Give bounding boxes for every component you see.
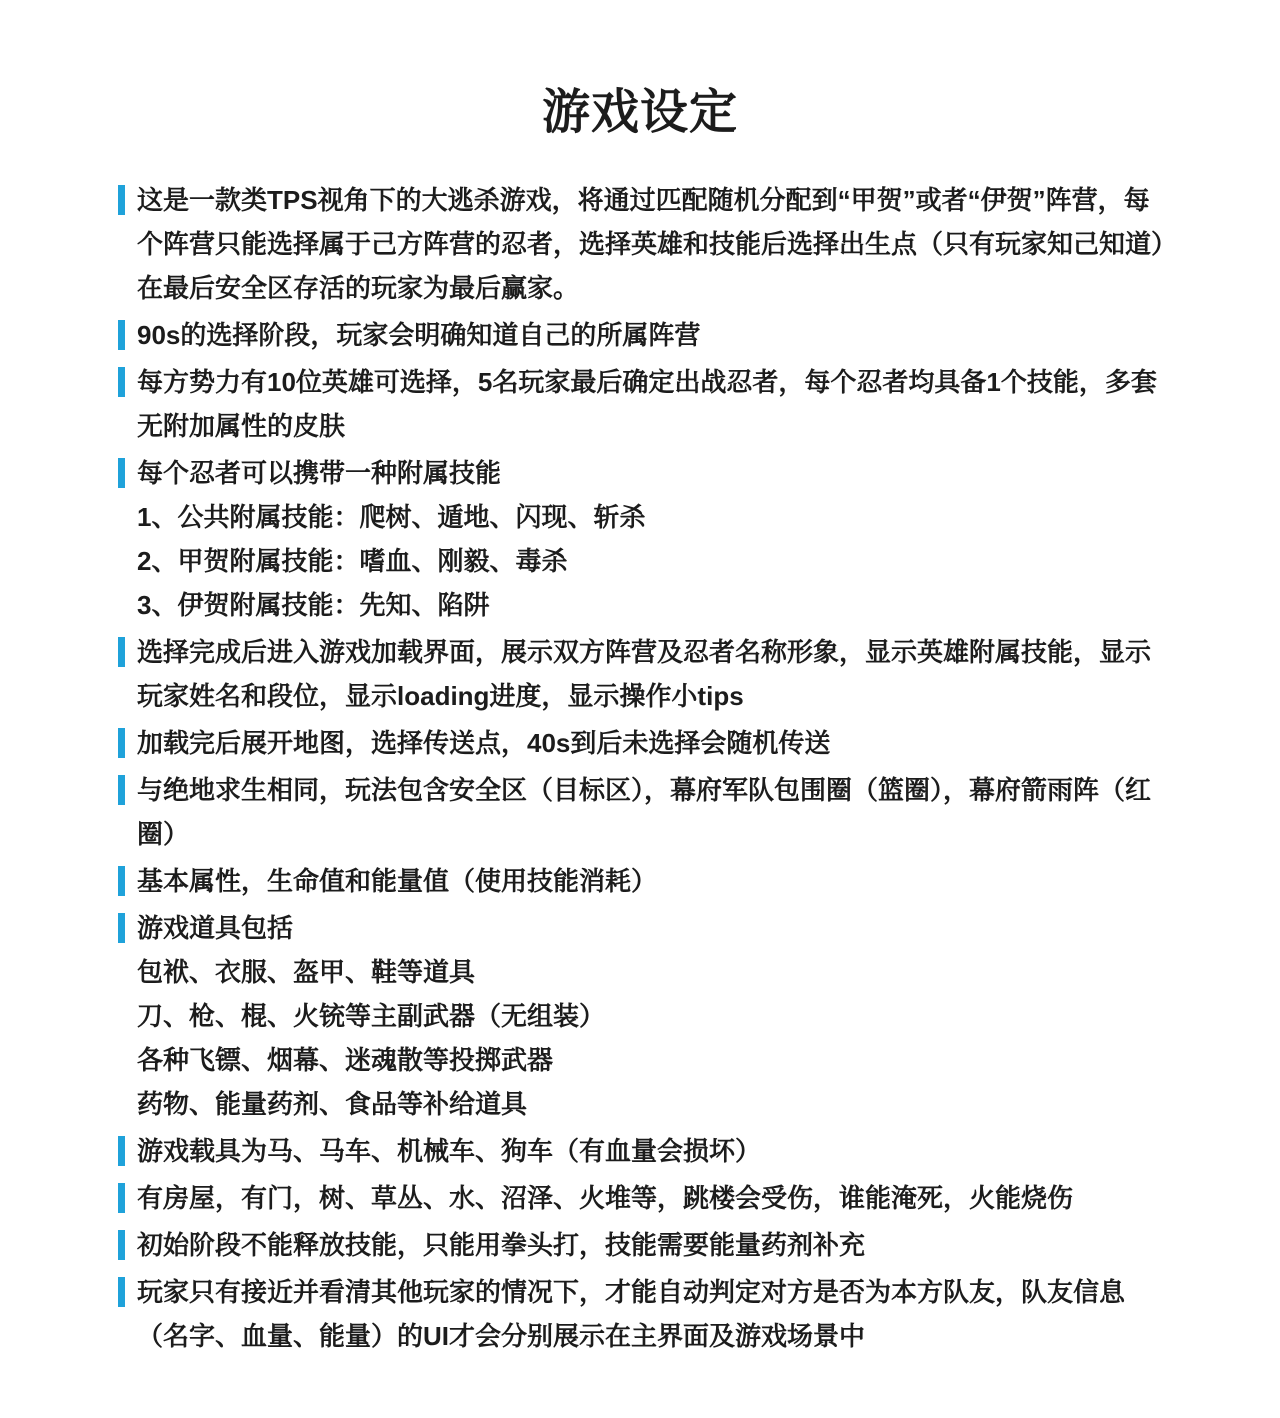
bullet-bar-icon [118,1277,125,1307]
list-item-text: 药物、能量药剂、食品等补给道具 [137,1089,528,1119]
list-item-text: 2、甲贺附属技能：嗜血、刚毅、毒杀 [137,546,568,576]
list-item [137,859,1165,903]
list-item-text: 初始阶段不能释放技能，只能用拳头打，技能需要能量药剂补充 [137,1230,866,1260]
list-item [137,451,1165,495]
bullet-bar-icon [118,1183,125,1213]
list-item-text: 刀、枪、棍、火铳等主副武器（无组装） [137,1001,606,1031]
list-item [137,539,1165,583]
list-item [137,1082,1165,1126]
bullet-bar-icon [118,367,125,397]
list-item-text: 3、伊贺附属技能：先知、陷阱 [137,590,490,620]
list-item [137,1223,1165,1267]
content-list [137,178,1165,1358]
list-item [137,721,1165,765]
list-item [137,906,1165,950]
list-item [137,1176,1165,1220]
list-item-text: 有房屋，有门，树、草丛、水、沼泽、火堆等，跳楼会受伤，谁能淹死，火能烧伤 [137,1183,1074,1213]
bullet-bar-icon [118,320,125,350]
bullet-bar-icon [118,866,125,896]
list-item-text: 各种飞镖、烟幕、迷魂散等投掷武器 [137,1045,554,1075]
bullet-bar-icon [118,1230,125,1260]
list-item-text: 每方势力有10位英雄可选择，5名玩家最后确定出战忍者，每个忍者均具备1个技能，多套无附加属性的皮肤 [137,367,1157,441]
list-item-text: 游戏载具为马、马车、机械车、狗车（有血量会损坏） [137,1136,762,1166]
list-item-text: 选择完成后进入游戏加载界面，展示双方阵营及忍者名称形象，显示英雄附属技能，显示玩家姓名和段位，显示loading进度，显示操作小tips [137,637,1152,711]
page-title: 游戏设定 [541,86,738,139]
list-item-text: 每个忍者可以携带一种附属技能 [137,458,502,488]
list-item-text: 基本属性，生命值和能量值（使用技能消耗） [137,866,658,896]
list-item [137,583,1165,627]
list-item-text: 玩家只有接近并看清其他玩家的情况下，才能自动判定对方是否为本方队友，队友信息（名字、血量、能量）的UI才会分别展示在主界面及游戏场景中 [137,1277,1126,1351]
list-item [137,360,1165,448]
list-item [137,1129,1165,1173]
list-item-text: 加载完后展开地图，选择传送点，40s到后未选择会随机传送 [137,728,831,758]
bullet-bar-icon [118,1136,125,1166]
bullet-bar-icon [118,728,125,758]
list-item [137,1270,1165,1358]
list-item [137,178,1165,310]
list-item [137,1038,1165,1082]
list-item [137,994,1165,1038]
list-item-text: 1、公共附属技能：爬树、遁地、闪现、斩杀 [137,502,646,532]
bullet-bar-icon [118,775,125,805]
bullet-bar-icon [118,458,125,488]
list-item [137,950,1165,994]
list-item-text: 这是一款类TPS视角下的大逃杀游戏，将通过匹配随机分配到“甲贺”或者“伊贺”阵营，每个阵营只能选择属于己方阵营的忍者，选择英雄和技能后选择出生点（只有玩家知己知道）在最后安全区存活的玩家为最后赢家。 [137,185,1165,303]
list-item [137,495,1165,539]
bullet-bar-icon [118,185,125,215]
list-item-text: 与绝地求生相同，玩法包含安全区（目标区），幕府军队包围圈（篮圈），幕府箭雨阵（红圈） [137,775,1152,849]
list-item-text: 游戏道具包括 [137,913,294,943]
list-item-text: 90s的选择阶段，玩家会明确知道自己的所属阵营 [137,320,701,350]
list-item [137,630,1165,718]
list-item [137,768,1165,856]
bullet-bar-icon [118,913,125,943]
list-item-text: 包袱、衣服、盔甲、鞋等道具 [137,957,476,987]
bullet-bar-icon [118,637,125,667]
list-item [137,313,1165,357]
